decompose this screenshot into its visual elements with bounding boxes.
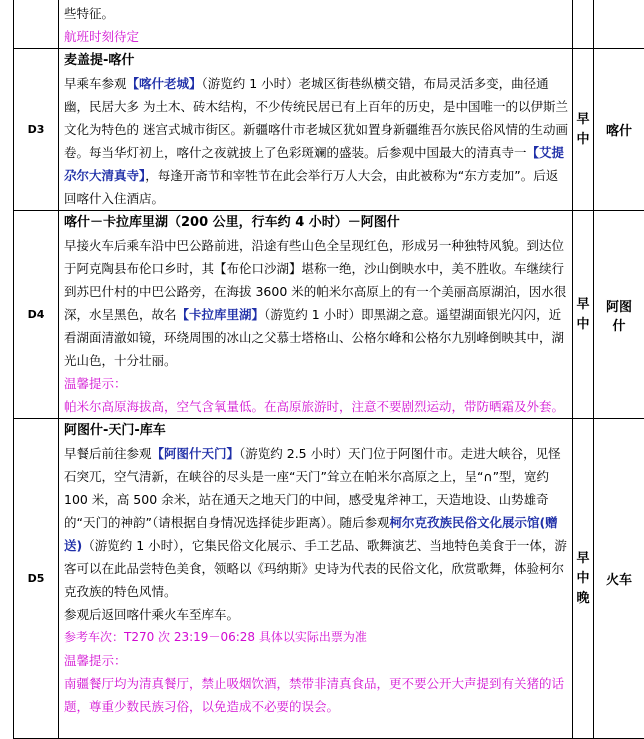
day-description: 早接火车后乘车沿中巴公路前进，沿途有些山色全呈现红色，形成另一种独特风貌。到达位于阿克陶县布伦口乡时，其【布伦口沙湖】堪称一绝，沙山倒映水中，美不胜收。车继续行到苏巴什村的中巴公路旁，在海拔 3600 米的帕米尔高原上的有一个美丽高原湖泊，因水很深，水呈黑色，故名【卡拉库里湖】（游览约 1 小时）即黑湖之意。遥望湖面银光闪闪，近看湖面清澈如镜，环绕周围的冰山之父慕士塔格山、公格尔峰和公格尔九别峰倒映其中，湖光山色，十分壮丽。 [64, 234, 568, 372]
tip-text: 南疆餐厅均为清真餐厅，禁止吸烟饮酒，禁带非清真食品，更不要公开大声提到有关猪的话题，尊重少数民族习俗，以免造成不必要的误会。 [64, 672, 568, 718]
day-title: 阿图什-天门-库车 [64, 419, 568, 442]
attraction-highlight: 【喀什老城】 [127, 76, 202, 91]
stay-cell [594, 0, 644, 49]
day-label: D4 [14, 211, 59, 419]
tip-text: 帕米尔高原海拔高，空气含氧量低。在高原旅游时，注意不要剧烈运动，带防晒霜及外套。 [64, 395, 568, 418]
itinerary-table [13, 0, 644, 739]
itinerary-row-d3 [14, 49, 644, 211]
meal-cell [573, 0, 594, 49]
day-label: D5 [14, 419, 59, 739]
day-description: 早乘车参观【喀什老城】（游览约 1 小时）老城区街巷纵横交错，布局灵活多变，曲径通幽，民居大多 为土木、砖木结构，不少传统民居已有上百年的历史，是中国唯一的以伊斯兰文化为特色的 迷宫式城市街区。新疆喀什市老城区犹如置身新疆维吾尔族民俗风情的生动画卷。每当华灯初上，喀什之夜就披上了色彩斑斓的盛装。后参观中国最大的清真寺一【艾提尕尔大清真寺】，每逢开斋节和宰牲节在此会举行万人大会，由此被称为“东方麦加”。后返回喀什入住酒店。 [64, 72, 568, 210]
content-cell [59, 49, 573, 211]
day-title: 喀什－卡拉库里湖（200 公里，行车约 4 小时）－阿图什 [64, 211, 568, 234]
attraction-highlight: 【艾提尕尔大清真寺】 [64, 145, 564, 183]
day-title: 麦盖提-喀什 [64, 49, 568, 72]
meal-label: 早 中 [573, 49, 594, 211]
stay-label: 火车 [594, 419, 644, 739]
flight-note: 航班时刻待定 [64, 25, 568, 48]
day-description: 早餐后前往参观【阿图什天门】（游览约 2.5 小时）天门位于阿图什市。走进大峡谷，见怪石突兀，空气清新，在峡谷的尽头是一座“天门”耸立在帕米尔高原之上，呈“∩”型，宽约 100 米，高 500 余米，站在通天之地天门的中间，感受鬼斧神工，天造地设、山势雄奇的“天门的神韵”（请根据自身情况选择徒步距离）。随后参观柯尔克孜族民俗文化展示馆(赠送)（游览约 1 小时），它集民俗文化展示、手工艺品、歌舞演艺、当地特色美食于一体，游客可以在此品尝特色美食，领略以《玛纳斯》史诗为代表的民俗文化，欣赏歌舞，体验柯尔克孜族的特色风情。 [64, 442, 568, 603]
attraction-highlight: 柯尔克孜族民俗文化展示馆(赠送) [64, 515, 558, 553]
tip-label: 温馨提示： [64, 372, 568, 395]
content-cell [59, 211, 573, 419]
attraction-highlight: 【阿图什天门】 [152, 446, 240, 461]
stay-label: 阿图 什 [594, 211, 644, 419]
content-cell [59, 0, 573, 49]
attraction-highlight: 【卡拉库里湖】 [177, 307, 265, 322]
itinerary-row-prev [14, 0, 644, 49]
day-cell [14, 0, 59, 49]
meal-label: 早 中 晚 [573, 419, 594, 739]
tip-label: 温馨提示： [64, 649, 568, 672]
train-info: 参考车次：T270 次 23:19－06:28 具体以实际出票为准 [64, 626, 568, 649]
return-note: 参观后返回喀什乘火车至库车。 [64, 603, 568, 626]
itinerary-row-d4 [14, 211, 644, 419]
day-label: D3 [14, 49, 59, 211]
meal-label: 早 中 [573, 211, 594, 419]
prev-text: 些特征。 [64, 2, 568, 25]
stay-label: 喀什 [594, 49, 644, 211]
